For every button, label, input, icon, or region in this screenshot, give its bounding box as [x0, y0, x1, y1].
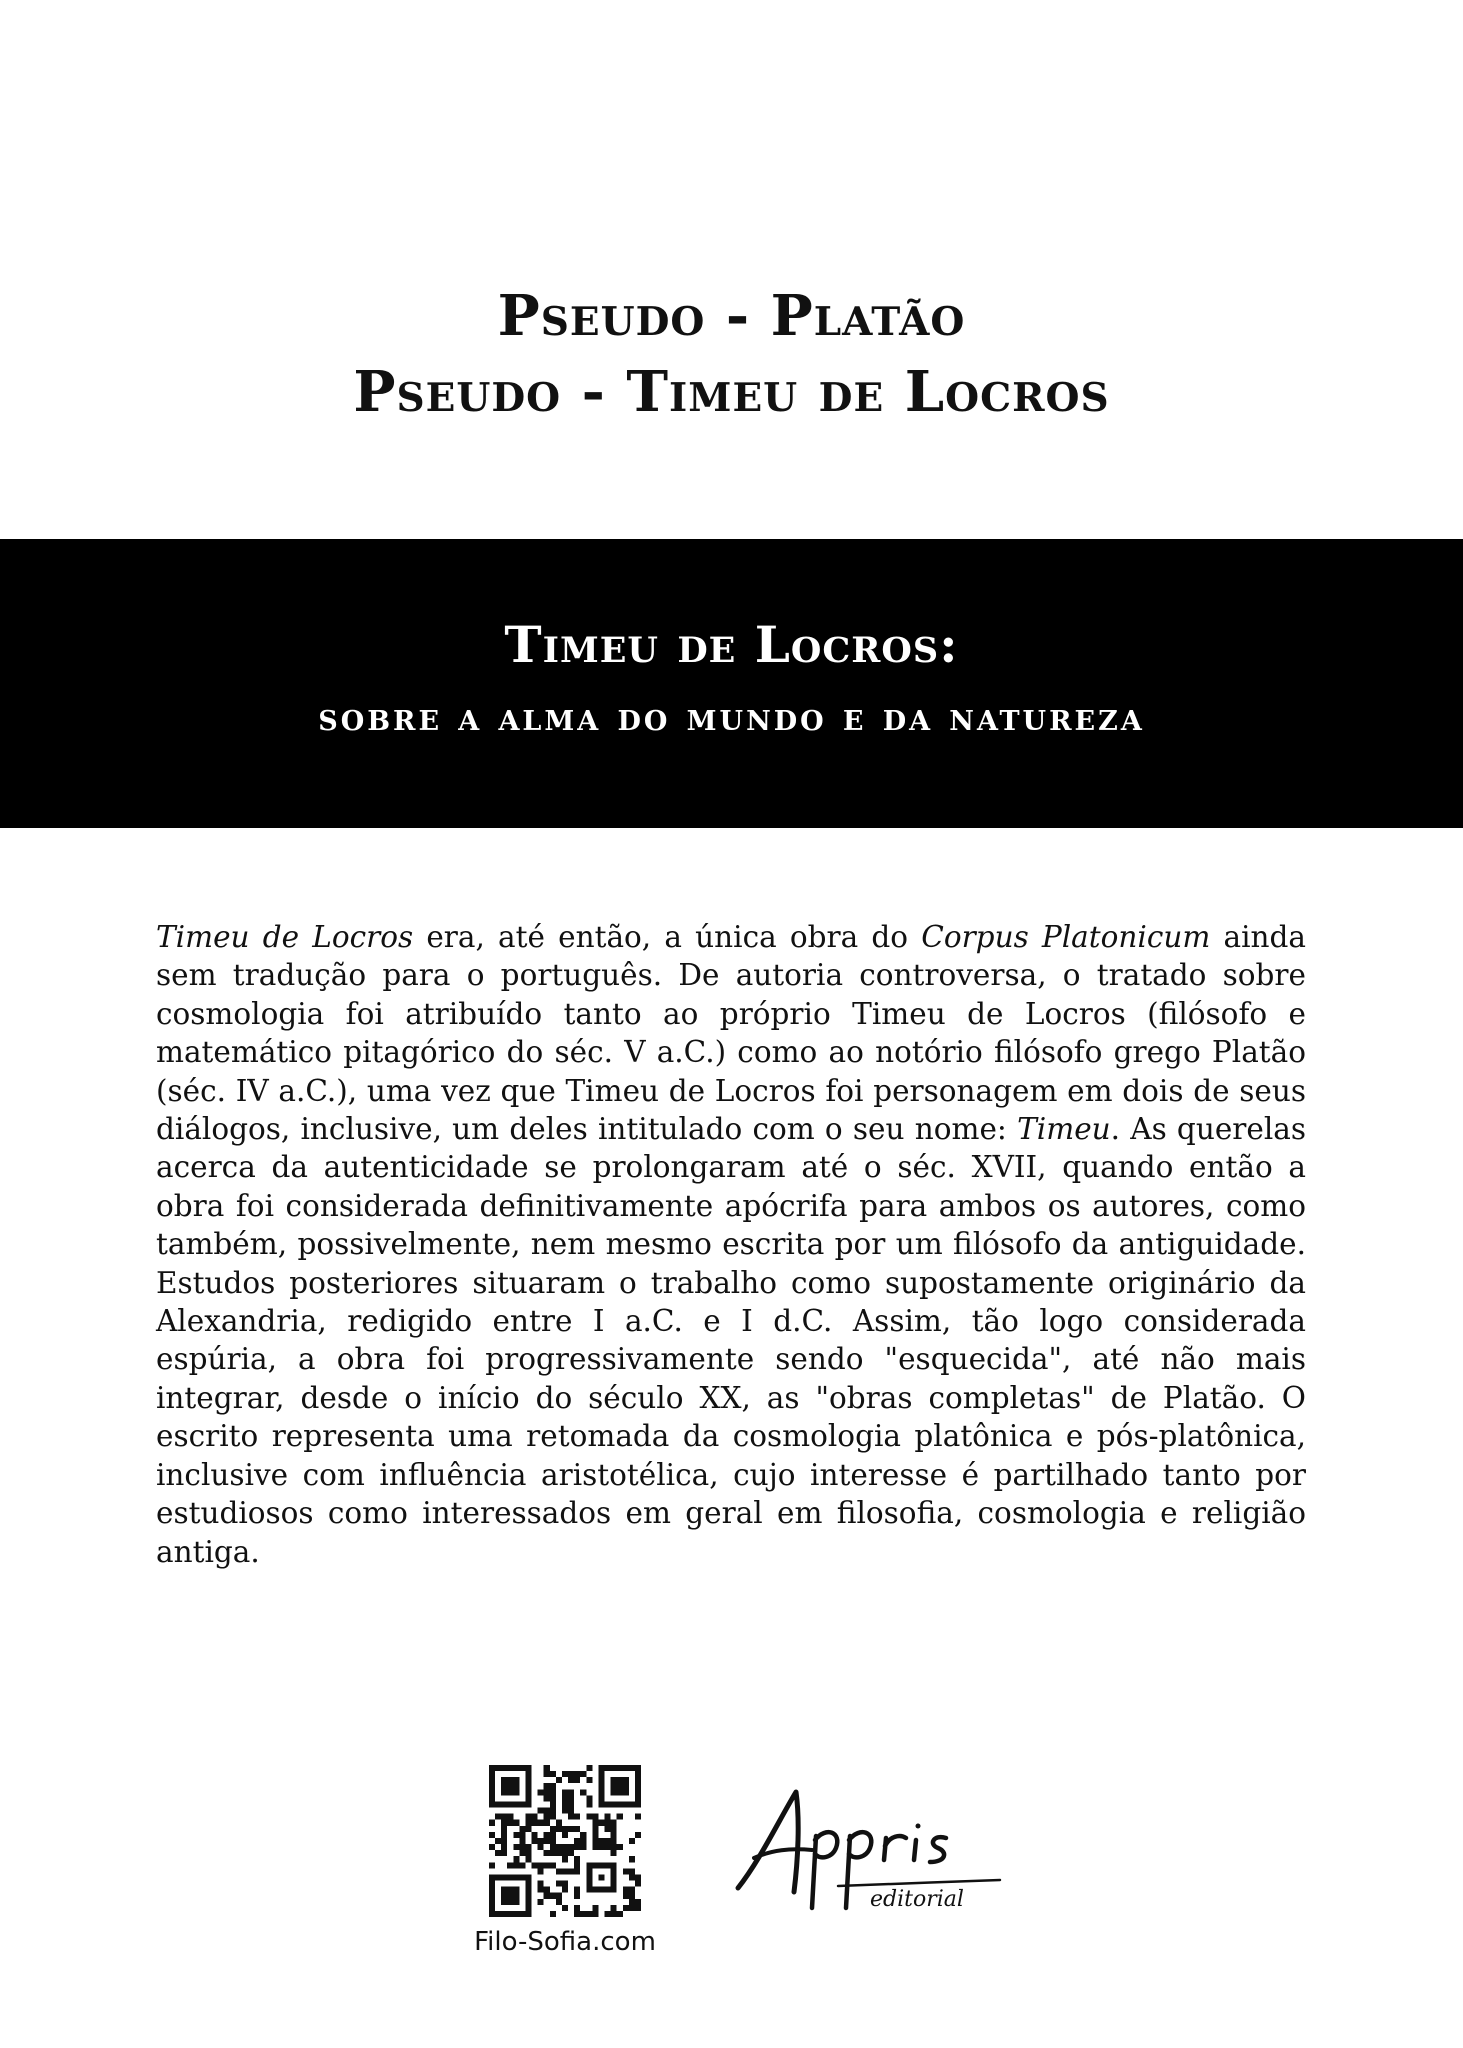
italic-title: Corpus Platonicum	[921, 920, 1211, 954]
book-subtitle: sobre a alma do mundo e da natureza	[318, 694, 1145, 739]
title-band	[0, 539, 1463, 828]
synopsis-text: era, até então, a única obra do	[413, 920, 922, 954]
synopsis-text: ainda sem tradução para o português. De autoria controversa, o tratado sobre cosmologia foi atribuído tanto ao próprio Timeu de Locros (filósofo e matemático pitagórico do séc. V a.C.) como ao notório filósofo grego Platão (séc. IV a.C.), uma vez que Timeu de Locros foi personagem em dois de seus diálogos, inclusive, um deles intitulado com o seu nome:	[156, 920, 1306, 1147]
author-line: Pseudo - Timeu de Locros	[353, 359, 1110, 425]
book-title: Timeu de Locros:	[504, 615, 959, 674]
publisher-tagline: editorial	[870, 1887, 964, 1912]
synopsis-text: . As querelas acerca da autenticidade se prolongaram até o séc. XVII, quando então a obra foi considerada definitivamente apócrifa para ambos os autores, como também, possivelmente, nem mesmo escrita por um filósofo da antiguidade. Estudos posteriores situaram o trabalho como supostamente originário da Alexandria, redigido entre I a.C. e I d.C. Assim, tão logo considerada espúria, a obra foi progressivamente sendo "esquecida", até não mais integrar, desde o início do século XX, as "obras completas" de Platão. O escrito representa uma retomada da cosmologia platônica e pós-platônica, inclusive com influência aristotélica, cujo interesse é partilhado tanto por estudiosos como interessados em geral em filosofia, cosmologia e religião antiga.	[156, 1112, 1306, 1569]
italic-title: Timeu de Locros	[156, 920, 414, 954]
synopsis-paragraph	[156, 918, 1306, 1571]
qr-code-icon	[489, 1765, 641, 1917]
author-line: Pseudo - Platão	[497, 283, 966, 349]
website-url: Filo-Sofia.com	[474, 1927, 656, 1957]
italic-title: Timeu	[1017, 1112, 1111, 1147]
authors-heading	[0, 278, 1463, 430]
publisher-logo	[720, 1780, 1010, 1920]
